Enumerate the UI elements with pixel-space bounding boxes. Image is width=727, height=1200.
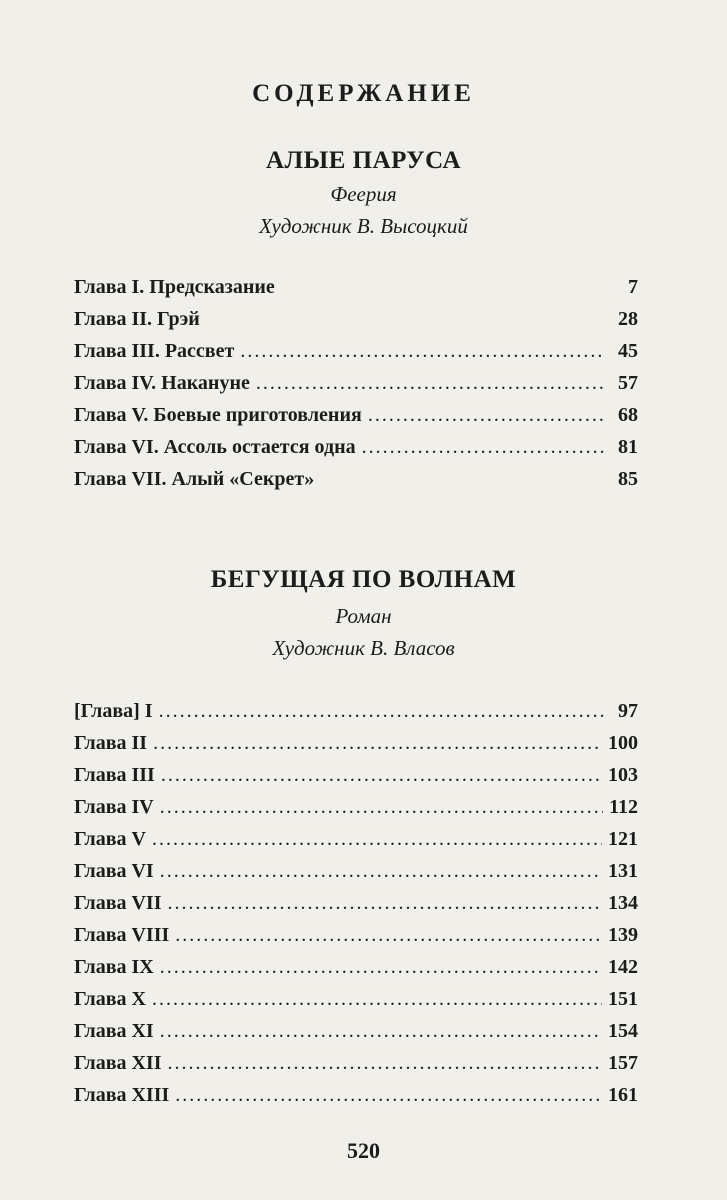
toc-entry-page: 151	[608, 988, 638, 1010]
toc-entry-label: Глава V	[74, 828, 146, 850]
toc-entry-page: 103	[608, 764, 638, 786]
toc-entry[interactable]	[74, 988, 638, 1020]
toc-entry[interactable]	[74, 1084, 638, 1116]
section-title-begushchaya: БЕГУЩАЯ ПО ВОЛНАМ	[210, 566, 517, 593]
toc-entry-page: 81	[618, 436, 638, 458]
dot-leader	[175, 1084, 602, 1107]
toc-entry[interactable]	[74, 892, 638, 924]
toc-entry-label: Глава VIII	[74, 924, 170, 946]
toc-entry[interactable]	[74, 796, 638, 828]
dot-leader	[168, 1052, 603, 1075]
toc-entry-page: 121	[608, 828, 638, 850]
dot-leader	[153, 732, 602, 755]
toc-entry[interactable]	[74, 924, 638, 956]
dot-leader	[362, 436, 604, 459]
dot-leader	[160, 796, 603, 819]
dot-leader	[368, 404, 604, 427]
toc-entry[interactable]	[74, 340, 638, 372]
toc-entry-page: 157	[608, 1052, 638, 1074]
toc-entry-page: 112	[609, 796, 638, 818]
toc-entry[interactable]	[74, 828, 638, 860]
toc-entry[interactable]	[74, 860, 638, 892]
toc-entry-label: Глава IX	[74, 956, 154, 978]
toc-entry-label: Глава VII	[74, 892, 162, 914]
toc-entry-page: 57	[618, 372, 638, 394]
dot-leader	[256, 372, 604, 395]
dot-leader	[152, 988, 602, 1011]
section-illustrator: Художник В. Высоцкий	[259, 214, 468, 238]
dot-leader	[240, 340, 604, 363]
toc-entry-label: Глава IV	[74, 796, 154, 818]
toc-entry[interactable]	[74, 436, 638, 468]
section-subtitle: Феерия	[330, 182, 397, 206]
toc-entry-label: Глава XI	[74, 1020, 154, 1042]
section-subtitle: Роман	[335, 604, 392, 628]
page-number: 520	[347, 1138, 380, 1163]
toc-entry-label: Глава II	[74, 732, 148, 754]
dot-leader	[159, 700, 604, 723]
dot-leader	[160, 1020, 602, 1043]
toc-entry[interactable]	[74, 1020, 638, 1052]
toc-entry[interactable]	[74, 372, 638, 404]
toc-entry[interactable]	[74, 732, 638, 764]
toc-list-begushchaya	[74, 700, 638, 1116]
toc-entry-page: 142	[608, 956, 638, 978]
toc-list-alye-parusa	[74, 276, 638, 500]
toc-entry[interactable]	[74, 956, 638, 988]
dot-leader	[160, 860, 602, 883]
dot-leader	[168, 892, 603, 915]
toc-entry-label: Глава XII	[74, 1052, 162, 1074]
dot-leader	[161, 764, 602, 787]
toc-entry[interactable]	[74, 404, 638, 436]
toc-entry[interactable]	[74, 468, 638, 500]
toc-entry-label: Глава VI. Ассоль остается одна	[74, 436, 356, 458]
toc-entry-page: 139	[608, 924, 638, 946]
toc-entry[interactable]	[74, 308, 638, 340]
page-title: СОДЕРЖАНИЕ	[252, 80, 475, 107]
toc-entry-page: 134	[608, 892, 638, 914]
toc-entry-label: Глава II. Грэй	[74, 308, 200, 330]
toc-entry-page: 100	[608, 732, 638, 754]
toc-entry[interactable]	[74, 700, 638, 732]
toc-entry-label: Глава VI	[74, 860, 154, 882]
toc-entry[interactable]	[74, 276, 638, 308]
dot-leader	[160, 956, 602, 979]
toc-entry-page: 97	[618, 700, 638, 722]
toc-entry-label: Глава IV. Накануне	[74, 372, 250, 394]
toc-entry-label: [Глава] I	[74, 700, 153, 722]
toc-entry-label: Глава X	[74, 988, 146, 1010]
toc-entry-page: 154	[608, 1020, 638, 1042]
toc-entry-page: 161	[608, 1084, 638, 1106]
toc-entry-page: 7	[628, 276, 638, 298]
toc-entry-label: Глава XIII	[74, 1084, 170, 1106]
toc-entry[interactable]	[74, 1052, 638, 1084]
dot-leader	[175, 924, 602, 947]
toc-entry-page: 28	[618, 308, 638, 330]
toc-entry-label: Глава I. Предсказание	[74, 276, 275, 298]
toc-entry-page: 45	[618, 340, 638, 362]
toc-entry-page: 85	[618, 468, 638, 490]
section-title-alye-parusa: АЛЫЕ ПАРУСА	[265, 147, 461, 174]
toc-entry-page: 131	[608, 860, 638, 882]
toc-entry-label: Глава VII. Алый «Секрет»	[74, 468, 315, 490]
section-illustrator: Художник В. Власов	[272, 636, 455, 660]
toc-entry-label: Глава III. Рассвет	[74, 340, 235, 362]
toc-entry-label: Глава III	[74, 764, 155, 786]
toc-entry[interactable]	[74, 764, 638, 796]
dot-leader	[152, 828, 602, 851]
toc-entry-page: 68	[618, 404, 638, 426]
toc-entry-label: Глава V. Боевые приготовления	[74, 404, 362, 426]
